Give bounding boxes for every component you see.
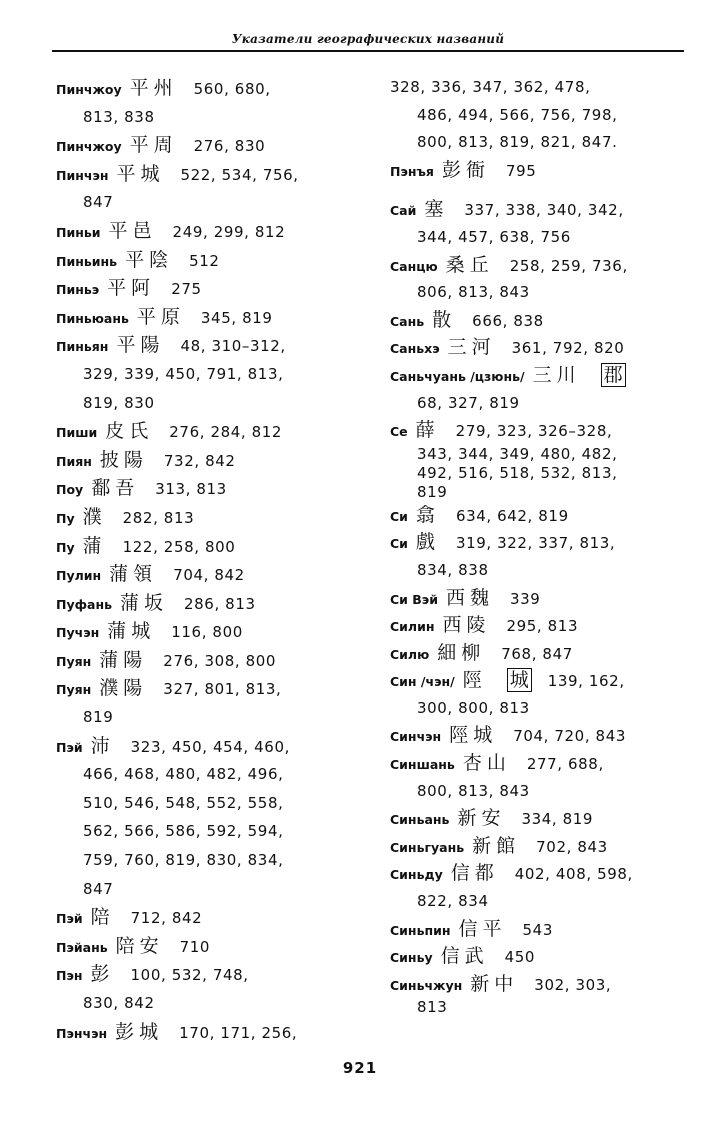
place-name: Пиньюань [56,310,129,326]
place-name: Сай [390,203,417,219]
chinese-characters: 平原 [136,305,185,328]
bracketed-character: 城 [507,668,532,692]
page-references: 822, 834 [417,892,489,911]
place-name: Синшань [390,757,455,773]
page-references: 562, 566, 586, 592, 594, [83,822,284,841]
page-references: 337, 338, 340, 342, [464,201,624,220]
entry-first-line [390,585,690,613]
page-references: 402, 408, 598, [514,865,633,884]
entry-first-line [390,833,690,861]
page-references: 819 [417,482,448,501]
page-references: 295, 813 [506,617,579,636]
chinese-characters: 平邑 [108,219,157,242]
index-column-right [390,74,690,1017]
index-entry [390,943,690,971]
chinese-characters: 塞 [424,198,449,221]
page-references: 282, 813 [122,508,195,527]
page-references: 819, 830 [83,393,155,412]
entry-first-line [56,617,356,646]
place-name: Пуян [56,682,92,698]
entry-first-line [56,532,356,561]
entry-continuation-line [56,989,356,1018]
chinese-characters: 西魏 [445,586,494,609]
chinese-characters: 三川 [532,363,581,386]
place-name: Санцю [390,258,438,274]
page-references: 834, 838 [417,560,489,579]
entry-continuation-line [390,998,690,1017]
chinese-characters: 陘城 [449,724,498,747]
place-name: Син /чэн/ [390,674,455,690]
page-references: 795 [505,161,537,180]
chinese-characters: 平州 [129,77,178,99]
page-references: 328, 336, 347, 362, 478, [390,78,591,96]
entry-continuation-line [56,875,356,904]
entry-first-line [390,196,690,224]
place-name: Пу [56,539,75,555]
entry-first-line [56,732,356,761]
entry-continuation-line [56,103,356,132]
chinese-characters: 平阿 [107,277,156,300]
entry-first-line [390,74,690,102]
chinese-characters: 蒲坂 [120,591,169,614]
page-references: 323, 450, 454, 460, [130,737,290,756]
page-number: 921 [342,1059,378,1077]
place-name: Се [390,424,408,440]
entry-continuation-line [390,695,690,723]
place-name: Синьань [390,812,450,828]
entry-first-line [390,971,690,999]
index-column-left [56,74,356,1046]
chinese-characters: 戲 [415,531,440,554]
entry-first-line [390,750,690,778]
page-references: 847 [83,879,114,898]
entry-first-line [390,307,690,335]
entry-first-line [56,246,356,275]
page-references: 277, 688, [526,755,604,774]
entry-first-line [390,722,690,750]
page-references: 343, 344, 349, 480, 482, [417,444,618,463]
entry-first-line [390,529,690,557]
page-references: 522, 534, 756, [180,165,299,184]
index-entry [56,1018,356,1047]
page-references: 450 [504,948,536,967]
index-entry [56,246,356,275]
entry-continuation-line [390,390,690,418]
page-references: 543 [522,920,553,939]
page-references: 286, 813 [184,594,256,613]
chinese-characters: 鄱吾 [91,477,140,500]
index-entry [56,331,356,417]
entry-first-line [390,667,690,695]
page-references: 666, 838 [472,311,544,330]
entry-first-line [56,960,356,989]
index-entry [56,932,356,961]
chinese-characters: 新中 [470,972,519,995]
page-references: 466, 468, 480, 482, 496, [83,765,284,784]
place-name: Саньчуань /цзюнь/ [390,368,525,384]
chinese-characters: 薛 [415,419,440,442]
index-entry [56,303,356,332]
page-references: 68, 327, 819 [417,393,520,412]
entry-first-line [390,640,690,668]
entry-first-line [390,252,690,280]
chinese-characters: 濮陽 [99,677,148,700]
place-name: Синьу [390,950,433,966]
index-entry [390,417,690,502]
index-entry [56,674,356,731]
page-references: 512 [189,251,220,270]
chinese-characters: 平陽 [116,334,165,357]
place-name: Саньхэ [390,341,440,357]
index-entry [56,217,356,246]
index-entry [56,74,356,131]
page-references: 702, 843 [536,837,608,856]
index-entry [390,722,690,750]
entry-first-line [56,474,356,503]
entry-continuation-line [56,817,356,846]
entry-first-line [56,74,356,103]
page-references: 116, 800 [171,623,243,642]
index-entry [390,916,690,944]
page-references: 313, 813 [155,480,227,499]
place-name: Пэнъя [390,163,434,179]
index-entry [390,362,690,417]
place-name: Пучэн [56,625,100,641]
chinese-characters: 蒲城 [107,620,156,643]
place-name: Пуян [56,653,92,669]
entry-continuation-line [56,360,356,389]
entry-continuation-line [390,778,690,806]
index-entry [390,750,690,805]
index-entry [56,274,356,303]
chinese-characters: 彭 [90,963,115,986]
entry-first-line [56,217,356,246]
page-references: 813 [417,998,448,1017]
entry-first-line [390,362,690,390]
index-entry [390,805,690,833]
page-references: 276, 284, 812 [169,423,283,442]
place-name: Пиши [56,425,98,441]
chinese-characters: 彭衙 [441,158,490,181]
place-name: Синьчжун [390,977,463,993]
entry-first-line [56,160,356,189]
index-entry [390,157,690,185]
entry-first-line [56,303,356,332]
index-entry [390,585,690,613]
place-name: Си [390,508,408,524]
page-references: 139, 162, [547,672,625,691]
page-references: 279, 323, 326–328, [455,422,613,441]
index-entry [390,529,690,584]
chinese-characters: 散 [432,308,457,331]
page-references: 122, 258, 800 [122,537,236,556]
page-references: 344, 457, 638, 756 [417,227,571,246]
place-name: Синьгуань [390,839,465,855]
entry-continuation-line [390,557,690,585]
page-references: 768, 847 [501,644,573,663]
chinese-characters: 細柳 [437,641,486,664]
chinese-characters: 彭城 [115,1020,164,1043]
place-name: Синчэн [390,729,442,745]
page-references: 492, 516, 518, 532, 813, [417,463,618,482]
place-name: Пу [56,510,75,526]
chinese-characters: 新館 [472,834,521,857]
chinese-characters: 陪 [90,906,115,929]
page-references: 258, 259, 736, [509,256,628,275]
place-name: Пинчэн [56,167,109,183]
index-entry [56,589,356,618]
chinese-characters: 平周 [129,134,178,157]
entry-first-line [390,805,690,833]
place-name: Синьду [390,867,443,883]
chinese-characters: 西陵 [442,614,491,637]
entry-first-line [390,157,690,185]
entry-first-line [390,334,690,362]
entry-first-line [56,1018,356,1047]
index-entry [390,833,690,861]
chinese-characters: 皮氏 [105,420,154,443]
page-references: 170, 171, 256, [179,1023,298,1042]
chinese-characters: 信都 [450,862,499,885]
page-references: 819 [83,708,114,727]
entry-continuation-line [390,102,690,130]
place-name: Пиньян [56,339,109,355]
chinese-characters: 平陰 [125,248,174,271]
chinese-characters: 披陽 [99,448,148,471]
chinese-characters: 新安 [457,807,506,830]
entry-first-line [390,860,690,888]
page-references: 339 [510,589,541,608]
page-references: 813, 838 [83,107,155,126]
chinese-characters: 沛 [90,734,115,757]
place-name: Пинчжоу [56,139,122,155]
chinese-characters: 信武 [440,945,489,968]
page-references: 361, 792, 820 [511,339,625,358]
entry-first-line [56,417,356,446]
entry-first-line [390,417,690,445]
page-references: 759, 760, 819, 830, 834, [83,851,284,870]
entry-first-line [390,612,690,640]
bracketed-character: 郡 [601,363,626,387]
index-entry [390,502,690,530]
entry-continuation-line [56,389,356,418]
place-name: Синьпин [390,922,451,938]
entry-first-line [56,589,356,618]
entry-first-line [56,674,356,703]
index-entry [56,646,356,675]
page-references: 732, 842 [163,451,236,470]
page-references: 302, 303, [534,975,612,994]
chinese-characters: 陘 [462,669,487,692]
place-name: Пэн [56,968,83,984]
entry-gap [390,184,690,196]
chinese-characters: 桑丘 [445,253,494,276]
index-entry [56,732,356,904]
chinese-characters: 三河 [447,336,496,359]
entry-first-line [390,502,690,530]
entry-first-line [56,331,356,360]
index-entry [56,503,356,532]
entry-continuation-line [56,760,356,789]
chinese-characters: 信平 [458,917,507,940]
page-references: 806, 813, 843 [417,283,530,302]
page-references: 249, 299, 812 [172,222,286,241]
index-entry [56,160,356,217]
entry-first-line [56,446,356,475]
index-entry [390,667,690,722]
entry-continuation-line [390,445,690,464]
entry-first-line [390,916,690,944]
page-references: 334, 819 [521,810,594,829]
place-name: Поу [56,482,84,498]
place-name: Пинчжоу [56,82,122,97]
page-references: 560, 680, [193,80,271,98]
chinese-characters: 平城 [116,162,165,185]
page-references: 634, 642, 819 [455,506,569,525]
page-references: 847 [83,193,114,212]
page-references: 345, 819 [200,308,273,327]
entry-continuation-line [390,129,690,157]
chinese-characters: 陪安 [115,934,164,957]
index-entry [390,640,690,668]
place-name: Сань [390,313,425,329]
page-references: 48, 310–312, [180,337,286,356]
place-name: Пэй [56,911,83,927]
page-references: 486, 494, 566, 756, 798, [417,105,618,124]
entry-continuation-line [390,483,690,502]
place-name: Пиньи [56,224,101,240]
index-entry [390,74,690,157]
index-entry [390,971,690,1018]
entry-first-line [56,503,356,532]
entry-first-line [56,131,356,160]
chinese-characters: 蒲 [82,534,107,557]
chinese-characters: 蒲陽 [99,648,148,671]
entry-first-line [56,903,356,932]
index-entry [56,617,356,646]
page-references: 712, 842 [130,909,203,928]
index-entry [56,446,356,475]
index-entry [56,474,356,503]
index-entry [56,131,356,160]
chinese-characters: 翕 [415,503,440,526]
entry-continuation-line [390,888,690,916]
index-entry [390,307,690,335]
entry-continuation-line [56,846,356,875]
place-name: Пиян [56,453,92,469]
header-rule [52,50,684,52]
entry-continuation-line [390,464,690,483]
index-entry [390,334,690,362]
page-references: 300, 800, 813 [417,698,530,717]
chinese-characters: 杏山 [462,752,511,775]
page-references: 329, 339, 450, 791, 813, [83,364,284,383]
page-references: 100, 532, 748, [130,966,249,985]
index-entry [56,960,356,1017]
page-references: 276, 830 [193,137,266,156]
index-entry [56,903,356,932]
place-name: Пуфань [56,596,112,612]
place-name: Пиньинь [56,253,118,269]
entry-first-line [56,932,356,961]
page-references: 800, 813, 843 [417,781,530,800]
entry-first-line [56,646,356,675]
page-references: 830, 842 [83,994,155,1012]
page-references: 800, 813, 819, 821, 847. [417,133,618,152]
entry-continuation-line [390,224,690,252]
page-references: 704, 720, 843 [513,727,626,746]
index-entry [56,560,356,589]
place-name: Пэйань [56,939,108,955]
place-name: Силю [390,646,430,662]
place-name: Пэнчэн [56,1025,108,1041]
chinese-characters: 濮 [82,505,107,528]
place-name: Силин [390,619,435,635]
chinese-characters: 蒲領 [109,563,158,586]
page-references: 319, 322, 337, 813, [455,534,616,553]
entry-first-line [390,943,690,971]
place-name: Пиньэ [56,282,100,298]
index-entry [56,532,356,561]
entry-continuation-line [56,188,356,217]
place-name: Пулин [56,568,102,584]
page-references: 510, 546, 548, 552, 558, [83,793,284,812]
running-header: Указатели географических названий [231,32,505,46]
page-references: 276, 308, 800 [163,651,277,670]
entry-continuation-line [56,703,356,732]
place-name: Си [390,536,408,552]
page-references: 275 [171,280,202,299]
index-entry [390,252,690,307]
page-references: 704, 842 [173,566,245,585]
index-entry [390,196,690,251]
entry-continuation-line [56,789,356,818]
place-name: Си Вэй [390,591,438,607]
index-entry [56,417,356,446]
index-entry [390,612,690,640]
index-entry [390,860,690,915]
place-name: Пэй [56,739,83,755]
entry-first-line [56,274,356,303]
page-references: 710 [179,937,211,956]
page-references: 327, 801, 813, [163,680,282,699]
entry-continuation-line [390,279,690,307]
entry-first-line [56,560,356,589]
